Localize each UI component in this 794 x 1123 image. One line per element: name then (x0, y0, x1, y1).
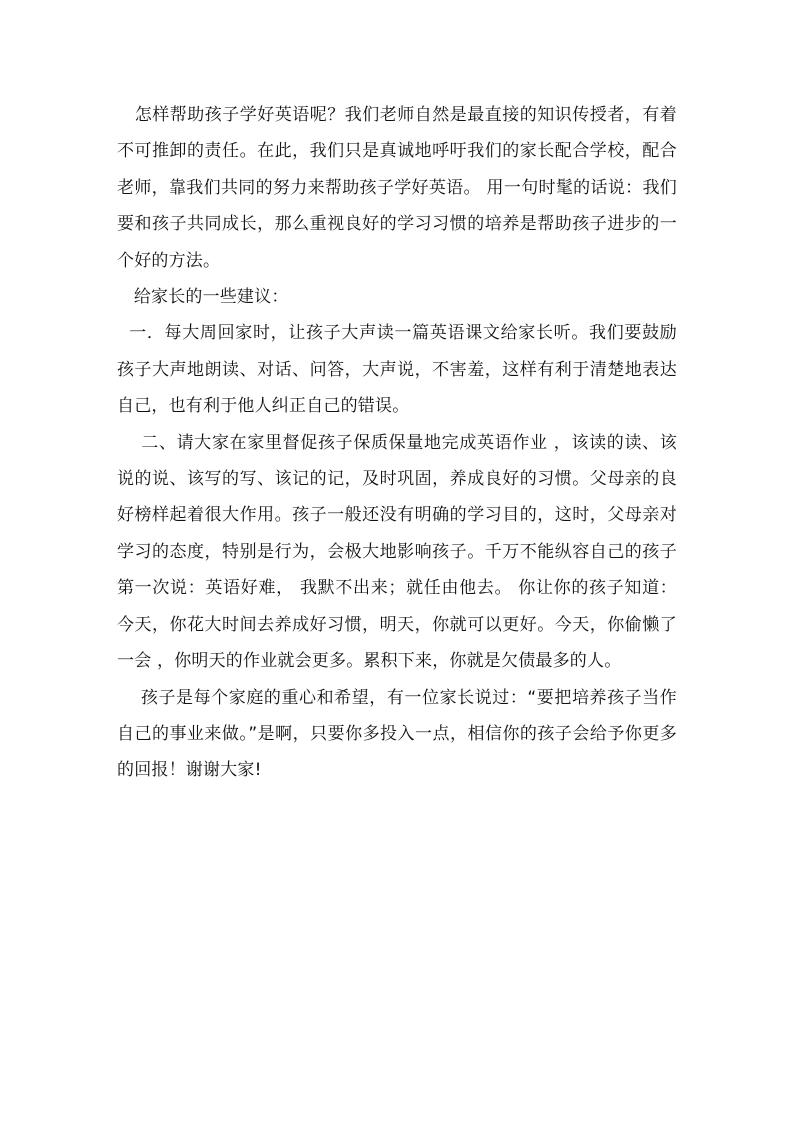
paragraph-suggestion-two: 二、请大家在家里督促孩子保质保量地完成英语作业 ，该读的读、该说的说、该写的写、该记的记，及时巩固，养成良好的习惯。父母亲的良好榜样起着很大作用。孩子一般还没有明确的学习目的，这时，父母亲对学习的态度，特别是行为，会极大地影响孩子。千万不能纵容自己的孩子第一次说：英语好难， 我默不出来；就任由他去。 你让你的孩子知道：今天，你花大时间去养成好习惯，明天，你就可以更好。今天，你偷懒了一会 ，你明天的作业就会更多。累积下来，你就是欠债最多的人。 (117, 432, 677, 672)
paragraph-closing: 孩子是每个家庭的重心和希望，有一位家长说过：“要把培养孩子当作自己的事业来做。”是啊，只要你多投入一点，相信你的孩子会给予你更多的回报！谢谢大家! (117, 687, 677, 781)
paragraph-suggestions-heading: 给家长的一些建议： (117, 287, 289, 308)
paragraph-intro: 怎样帮助孩子学好英语呢？我们老师自然是最直接的知识传授者，有着不可推卸的责任。在此，我们只是真诚地呼吁我们的家长配合学校，配合老师，靠我们共同的努力来帮助孩子学好英语。 用一句时髦的话说：我们要和孩子共同成长，那么重视良好的学习习惯的培养是帮助孩子进步的一个好的方法。 (117, 105, 678, 271)
paragraph-suggestion-one: 一．每大周回家时，让孩子大声读一篇英语课文给家长听。我们要鼓励孩子大声地朗读、对话、问答，大声说，不害羞，这样有利于清楚地表达自己，也有利于他人纠正自己的错误。 (117, 323, 677, 417)
document-body (117, 97, 677, 789)
